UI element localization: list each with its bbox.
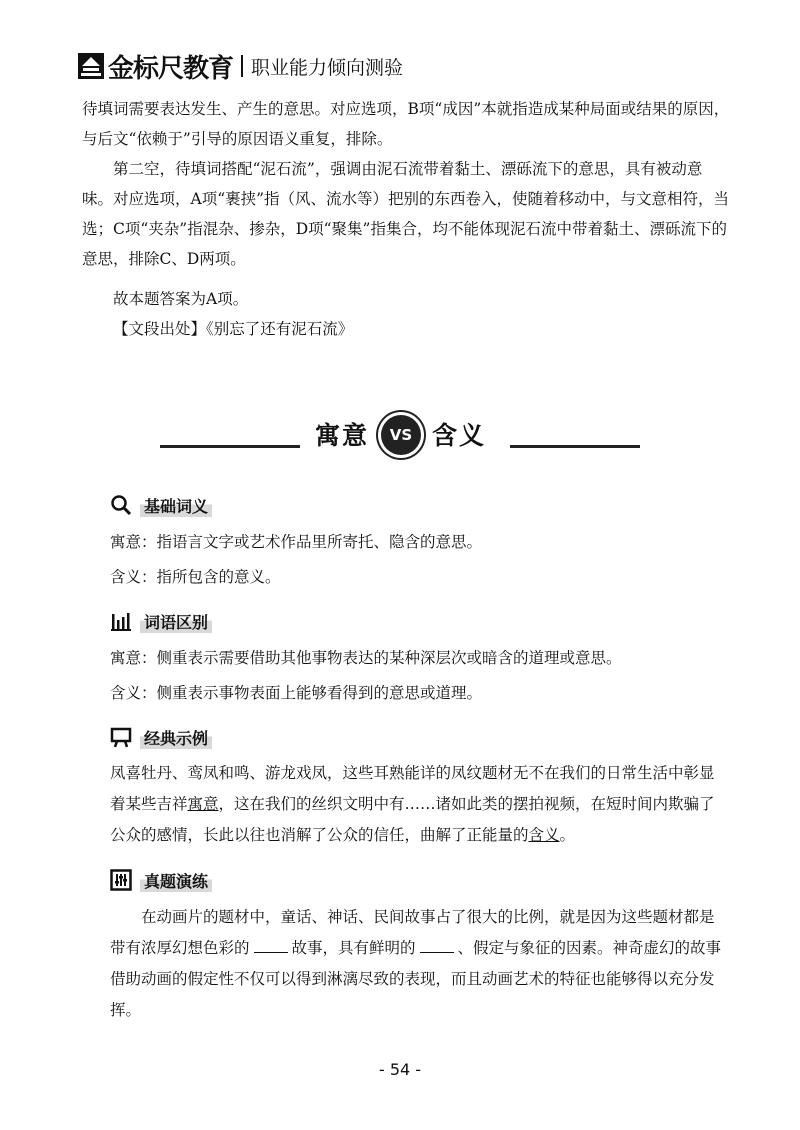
basic-line-2: 含义：指所包含的意义。	[110, 568, 281, 586]
paragraph-answer: 故本题答案为A项。	[113, 290, 249, 308]
example-highlight-word-2: 含义	[528, 826, 560, 844]
section-practice-heading	[110, 865, 212, 895]
example-paragraph	[110, 758, 725, 851]
banner-line-right	[510, 445, 640, 448]
section-diff-title: 词语区别	[140, 610, 212, 633]
header-separator	[241, 55, 243, 77]
paragraph-2: 第二空，待填词搭配“泥石流”，强调由泥石流带着黏土、漂砾流下的意思，具有被动意味。对应选项，A项“裹挟”指（风、流水等）把别的东西卷入，使随着移动中，与文意相符，当选；C项“夹杂”指混杂、掺杂，D项“聚集”指集合，均不能体现泥石流中带着黏土、漂砾流下的意思，排除C、D两项。	[82, 160, 730, 268]
presentation-board-icon	[110, 726, 132, 748]
section-practice-title: 真题演练	[140, 869, 212, 892]
practice-text-3: 、假定与象征的因素。神奇虚幻的故事借助动画的假定性不仅可以得到淋漓尽致的表现，而且动画艺术的特征也能够得以充分发挥。	[110, 939, 722, 1019]
example-text-1: 凤喜牡丹、鸾凤和鸣、游龙戏凤，这些耳熟能详的凤纹题材无不在我们的日常生活中彰显着某些吉祥	[110, 764, 715, 813]
page-header	[78, 50, 403, 82]
paragraph-source: 【文段出处】《别忘了还有泥石流》	[113, 320, 354, 338]
section-basic-heading	[110, 490, 212, 520]
answer-blank-1[interactable]	[254, 938, 288, 953]
practice-text-2: 故事，具有鲜明的	[291, 939, 416, 957]
section-basic-title: 基础词义	[140, 494, 212, 517]
diff-line-2: 含义：侧重表示事物表面上能够看得到的意思或道理。	[110, 684, 483, 702]
example-text-3: 。	[559, 826, 576, 844]
bar-chart-icon	[110, 610, 132, 632]
paragraph-1: 待填词需要表达发生、产生的意思。对应选项，B项“成因”本就指造成某种局面或结果的原因，与后文“依赖于”引导的原因语义重复，排除。	[82, 100, 730, 148]
practice-text-1: 在动画片的题材中，童话、神话、民间故事占了很大的比例，就是因为这些题材都是带有浓厚幻想色彩的	[110, 908, 715, 957]
banner-line-left	[160, 445, 300, 448]
example-highlight-word-1: 寓意	[187, 795, 219, 813]
section-diff-heading	[110, 606, 212, 636]
vs-badge: VS	[381, 415, 421, 455]
practice-paragraph	[110, 902, 725, 1026]
brand-logo-icon	[78, 53, 104, 79]
section-example-title: 经典示例	[140, 726, 212, 749]
magnifier-icon	[110, 494, 132, 516]
example-text-2: ，这在我们的丝织文明中有……诸如此类的摆拍视频，在短时间内欺骗了公众的感情，长此以往也消解了公众的信任，曲解了正能量的	[110, 795, 715, 844]
diff-line-1: 寓意：侧重表示需要借助其他事物表达的某种深层次或暗含的道理或意思。	[110, 649, 622, 667]
answer-blank-2[interactable]	[420, 938, 454, 953]
banner-word-left: 寓意	[315, 421, 370, 450]
basic-line-1: 寓意：指语言文字或艺术作品里所寄托、隐含的意思。	[110, 533, 483, 551]
banner-word-right: 含义	[432, 421, 487, 450]
comparison-banner	[160, 408, 640, 458]
sliders-icon	[110, 869, 132, 891]
brand-name: 金标尺教育	[108, 53, 234, 84]
section-example-heading	[110, 722, 212, 752]
page-number: - 54 -	[378, 1060, 422, 1079]
header-subtitle: 职业能力倾向测验	[251, 56, 404, 79]
